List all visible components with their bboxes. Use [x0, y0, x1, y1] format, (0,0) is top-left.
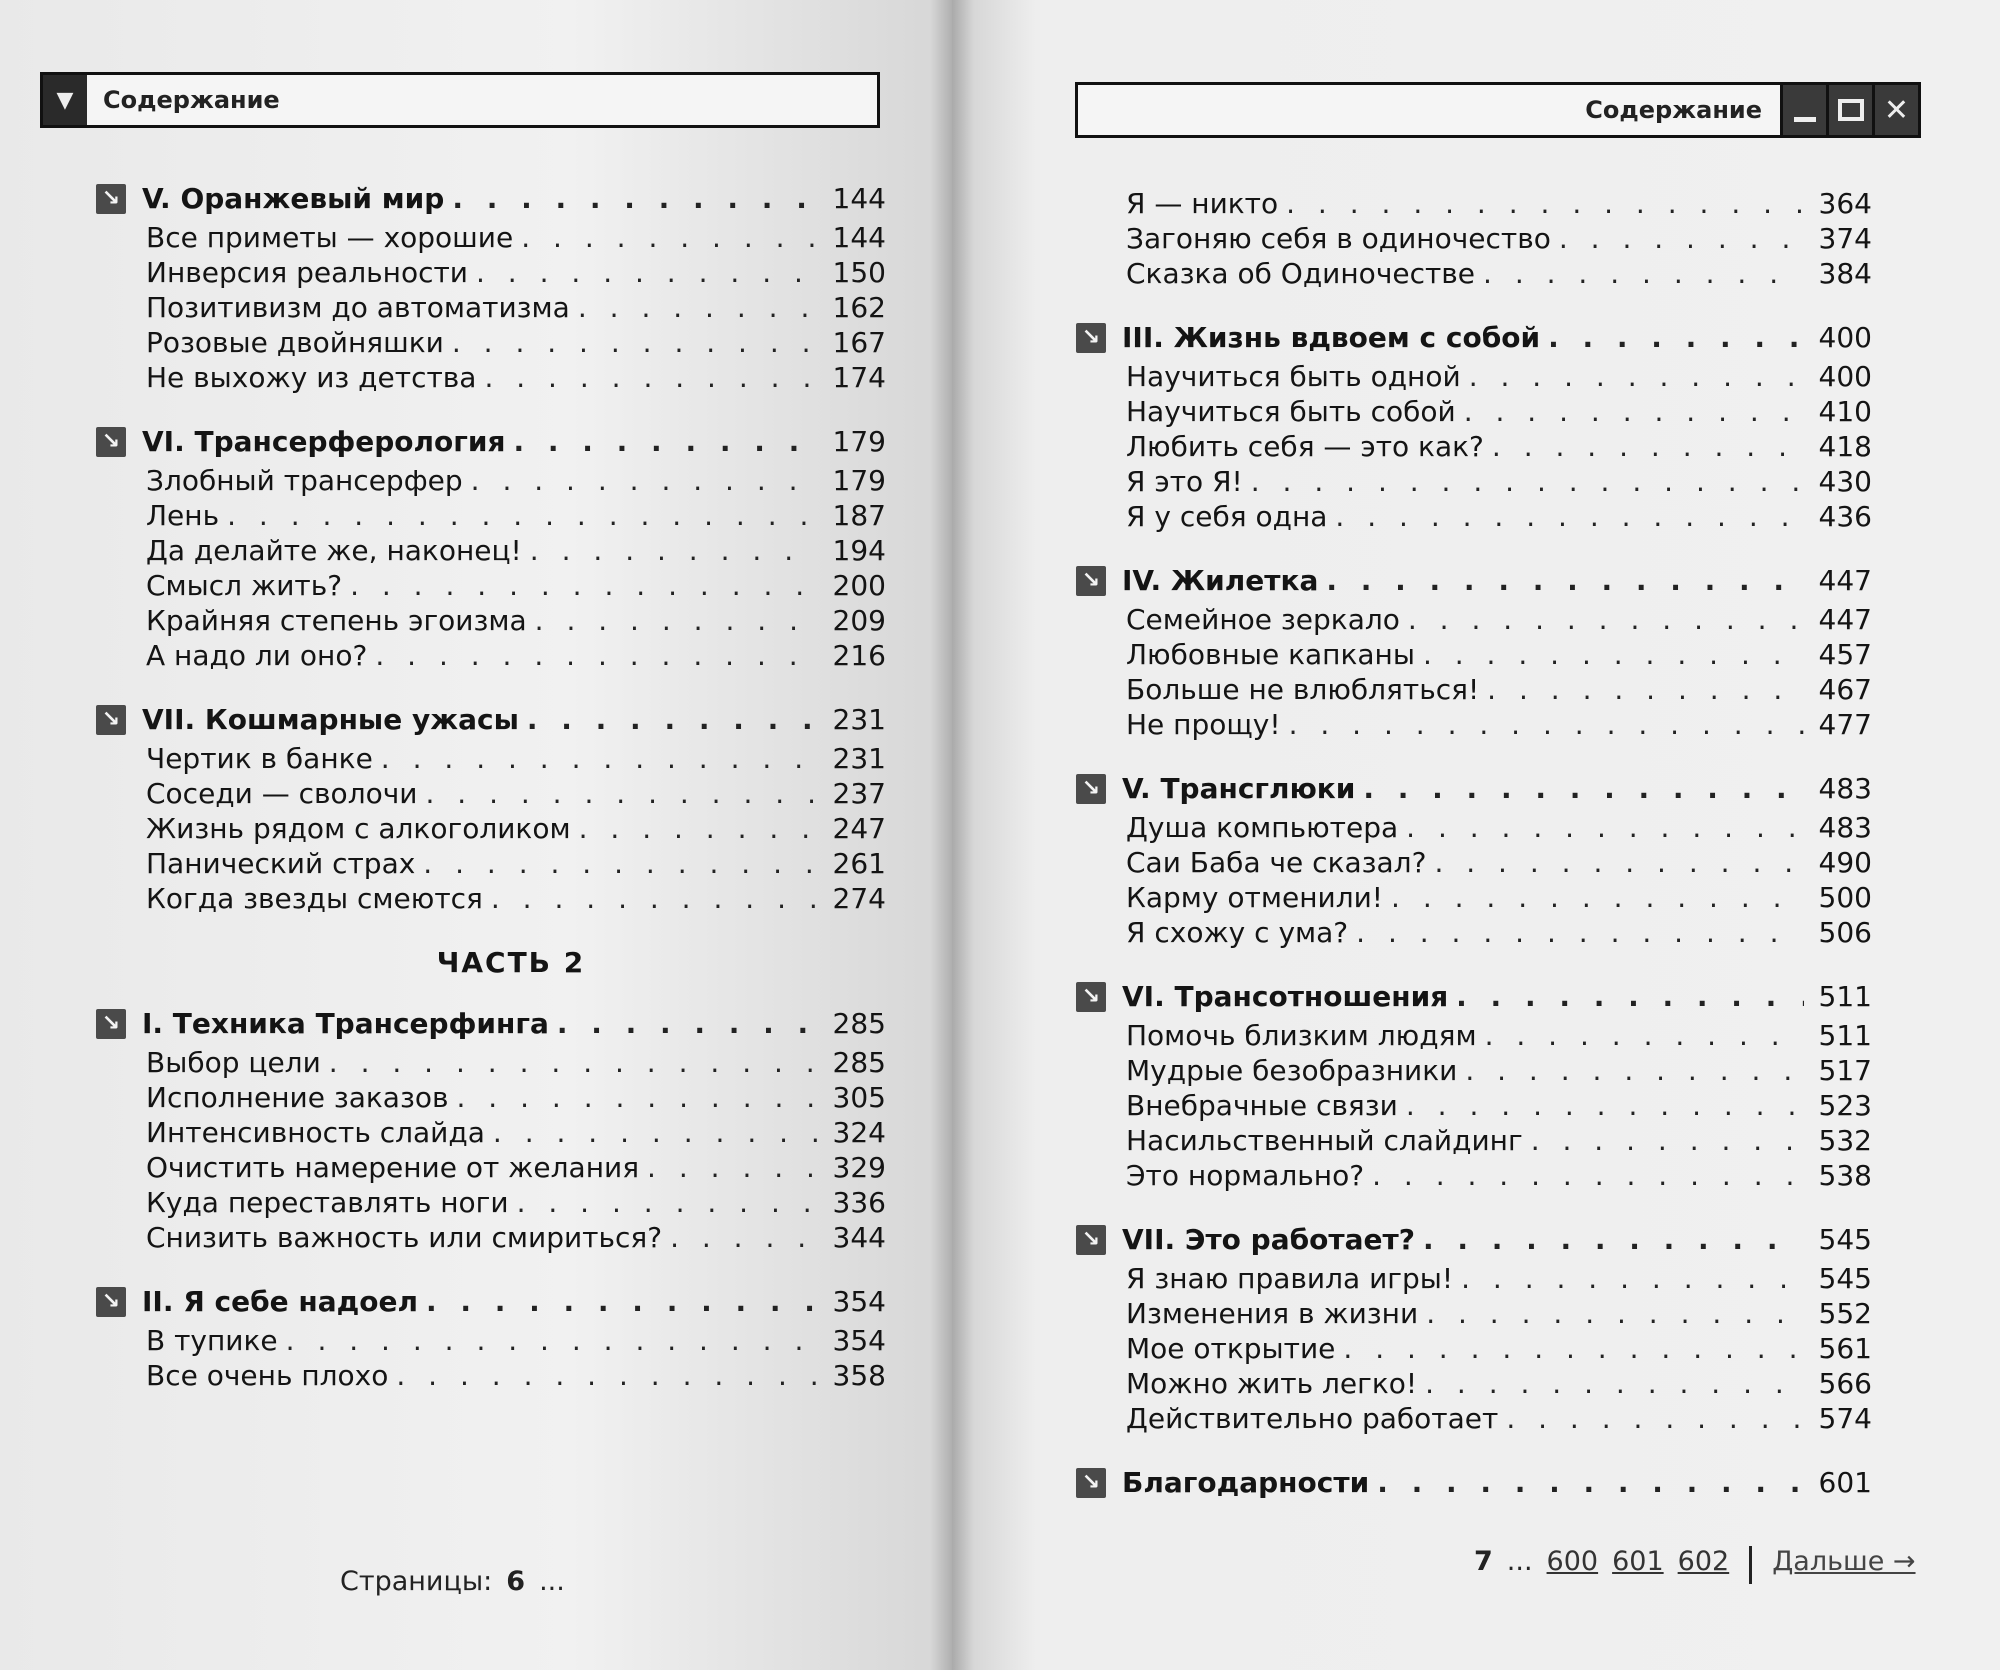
toc-entry-row[interactable]	[96, 1220, 886, 1255]
toc-page-number: 511	[1818, 980, 1872, 1013]
toc-continued-section	[1076, 186, 1872, 291]
toc-page-number: 483	[1818, 772, 1872, 805]
toc-entry-title: Все очень плохо	[146, 1359, 389, 1392]
toc-page-number: 566	[1818, 1367, 1872, 1400]
toc-page-number: 150	[832, 256, 886, 289]
left-window-bar	[40, 72, 880, 128]
leader-dots	[1485, 1018, 1804, 1053]
toc-entry-row[interactable]	[1076, 707, 1872, 742]
toc-entry-row[interactable]	[96, 325, 886, 360]
leader-dots	[578, 290, 818, 325]
toc-page-number: 324	[832, 1116, 886, 1149]
toc-page-number: 447	[1818, 603, 1872, 636]
toc-entry-row[interactable]	[1076, 1331, 1872, 1366]
toc-page-number: 418	[1818, 430, 1872, 463]
toc-page-number: 601	[1818, 1466, 1872, 1499]
toc-entry-title: Не прощу!	[1126, 708, 1281, 741]
leader-dots	[1391, 880, 1804, 915]
toc-entry-row[interactable]	[96, 846, 886, 881]
leader-dots	[670, 1220, 818, 1255]
leader-dots	[1506, 1401, 1804, 1436]
toc-entry-row[interactable]	[1076, 221, 1872, 256]
leader-dots	[1492, 429, 1804, 464]
leader-dots	[476, 255, 818, 290]
toc-entry-title: Научиться быть одной	[1126, 360, 1461, 393]
leader-dots	[535, 603, 818, 638]
toc-entry-row[interactable]	[96, 360, 886, 395]
toc-page-number: 467	[1818, 673, 1872, 706]
toc-entry-row[interactable]	[96, 1115, 886, 1150]
leader-dots	[452, 325, 818, 360]
toc-page-number: 374	[1818, 222, 1872, 255]
toc-entry-row[interactable]	[96, 638, 886, 673]
leader-dots	[1461, 1261, 1804, 1296]
toc-entry-row[interactable]	[1076, 810, 1872, 845]
leader-dots	[452, 178, 818, 220]
toc-entry-row[interactable]	[1076, 1401, 1872, 1436]
toc-left	[96, 178, 886, 1419]
leader-dots	[1363, 768, 1804, 810]
toc-entry-title: Злобный трансерфер	[146, 464, 463, 497]
toc-page-number: 545	[1818, 1223, 1872, 1256]
toc-page-number: 511	[1818, 1019, 1872, 1052]
toc-page-number: 523	[1818, 1089, 1872, 1122]
arrow-down-right-icon: ↘	[1076, 982, 1106, 1012]
toc-chapter-row[interactable]	[96, 178, 886, 220]
leader-dots	[517, 1185, 818, 1220]
toc-entry-row[interactable]	[1076, 429, 1872, 464]
toc-page-number: 364	[1818, 187, 1872, 220]
toc-chapter-row[interactable]	[1076, 317, 1872, 359]
leader-dots	[514, 421, 818, 463]
toc-entry-title: Куда переставлять ноги	[146, 1186, 509, 1219]
toc-page-number: 384	[1818, 257, 1872, 290]
pager-left	[340, 1566, 565, 1597]
toc-entry-title: V. Трансглюки	[1122, 772, 1356, 805]
toc-chapter-section	[1076, 1462, 1872, 1504]
toc-page-number: 358	[832, 1359, 886, 1392]
toc-entry-title: Можно жить легко!	[1126, 1367, 1418, 1400]
leader-dots	[1326, 560, 1804, 602]
arrow-down-right-icon: ↘	[96, 1009, 126, 1039]
arrow-down-right-icon: ↘	[96, 184, 126, 214]
toc-right	[1076, 186, 1872, 1530]
toc-entry-title: Да делайте же, наконец!	[146, 534, 522, 567]
toc-page-number: 430	[1818, 465, 1872, 498]
toc-chapter-row[interactable]	[1076, 1462, 1872, 1504]
toc-entry-title: Интенсивность слайда	[146, 1116, 485, 1149]
toc-entry-title: Соседи — сволочи	[146, 777, 418, 810]
toc-page-number: 162	[832, 291, 886, 324]
leader-dots	[423, 846, 818, 881]
toc-page-number: 231	[832, 742, 886, 775]
leader-dots	[1406, 810, 1804, 845]
toc-entry-row[interactable]	[1076, 1296, 1872, 1331]
toc-entry-title: Инверсия реальности	[146, 256, 468, 289]
toc-entry-row[interactable]	[96, 1358, 886, 1393]
toc-entry-row[interactable]	[1076, 1261, 1872, 1296]
leader-dots	[1356, 915, 1804, 950]
toc-page-number: 344	[832, 1221, 886, 1254]
toc-page-number: 179	[832, 464, 886, 497]
toc-entry-title: Мое открытие	[1126, 1332, 1336, 1365]
toc-entry-title: II. Я себе надоел	[142, 1285, 418, 1318]
toc-page-number: 237	[832, 777, 886, 810]
toc-chapter-row[interactable]	[96, 1281, 886, 1323]
toc-entry-title: Действительно работает	[1126, 1402, 1499, 1435]
toc-entry-row[interactable]	[96, 498, 886, 533]
arrow-down-right-icon: ↘	[1076, 566, 1106, 596]
pager-separator	[1749, 1546, 1752, 1584]
toc-chapter-row[interactable]	[1076, 560, 1872, 602]
leader-dots	[1434, 845, 1804, 880]
leader-dots	[527, 699, 818, 741]
toc-page-number: 483	[1818, 811, 1872, 844]
leader-dots	[350, 568, 818, 603]
toc-entry-row[interactable]	[1076, 1366, 1872, 1401]
toc-page-number: 410	[1818, 395, 1872, 428]
toc-page-number: 247	[832, 812, 886, 845]
leader-dots	[484, 360, 818, 395]
toc-page-number: 231	[832, 703, 886, 736]
toc-entry-row[interactable]	[1076, 359, 1872, 394]
pager-current-page: 6	[506, 1566, 526, 1597]
toc-entry-row[interactable]	[96, 1185, 886, 1220]
toc-entry-title: Душа компьютера	[1126, 811, 1399, 844]
toc-entry-title: Не выхожу из детства	[146, 361, 477, 394]
pager-link-page[interactable]: 602	[1677, 1546, 1730, 1577]
leader-dots	[286, 1323, 818, 1358]
toc-entry-title: VII. Это работает?	[1122, 1223, 1415, 1256]
toc-page-number: 574	[1818, 1402, 1872, 1435]
toc-page-number: 506	[1818, 916, 1872, 949]
leader-dots	[426, 1281, 818, 1323]
leader-dots	[1335, 499, 1804, 534]
leader-dots	[1464, 394, 1804, 429]
leader-dots	[530, 533, 818, 568]
minimize-icon[interactable]	[1780, 85, 1826, 135]
toc-entry-title: Семейное зеркало	[1126, 603, 1400, 636]
toc-entry-row[interactable]	[1076, 394, 1872, 429]
toc-page-number: 447	[1818, 564, 1872, 597]
leader-dots	[1251, 464, 1804, 499]
book-spine-shadow	[930, 0, 974, 1670]
toc-entry-title: Любить себя — это как?	[1126, 430, 1484, 463]
toc-entry-row[interactable]	[96, 568, 886, 603]
leader-dots	[1548, 317, 1804, 359]
leader-dots	[1408, 602, 1804, 637]
toc-chapter-section	[1076, 976, 1872, 1193]
arrow-down-right-icon: ↘	[96, 1287, 126, 1317]
toc-page-number: 194	[832, 534, 886, 567]
leader-dots	[491, 881, 818, 916]
leader-dots	[1289, 707, 1804, 742]
toc-chapter-row[interactable]	[96, 1003, 886, 1045]
leader-dots	[1483, 256, 1804, 291]
toc-page-number: 200	[832, 569, 886, 602]
toc-page-number: 552	[1818, 1297, 1872, 1330]
leader-dots	[1531, 1123, 1804, 1158]
toc-entry-row[interactable]	[96, 881, 886, 916]
toc-entry-row[interactable]	[96, 741, 886, 776]
toc-entry-row[interactable]	[96, 1045, 886, 1080]
toc-entry-title: IV. Жилетка	[1122, 564, 1319, 597]
toc-entry-title: Саи Баба че сказал?	[1126, 846, 1427, 879]
toc-page-number: 216	[832, 639, 886, 672]
arrow-down-right-icon: ↘	[1076, 323, 1106, 353]
toc-entry-title: Я знаю правила игры!	[1126, 1262, 1454, 1295]
toc-chapter-section	[1076, 1219, 1872, 1436]
toc-entry-title: Это нормально?	[1126, 1159, 1365, 1192]
toc-page-number: 400	[1818, 321, 1872, 354]
toc-page-number: 457	[1818, 638, 1872, 671]
leader-dots	[579, 811, 818, 846]
leader-dots	[456, 1080, 818, 1115]
toc-page-number: 561	[1818, 1332, 1872, 1365]
toc-entry-row[interactable]	[96, 1150, 886, 1185]
toc-page-number: 285	[832, 1046, 886, 1079]
toc-entry-title: Любовные капканы	[1126, 638, 1415, 671]
pager-label: Страницы:	[340, 1566, 493, 1597]
leader-dots	[227, 498, 818, 533]
toc-page-number: 354	[832, 1324, 886, 1357]
toc-entry-title: Я это Я!	[1126, 465, 1243, 498]
toc-page-number: 144	[832, 182, 886, 215]
toc-chapter-row[interactable]	[96, 699, 886, 741]
toc-entry-title: Позитивизм до автоматизма	[146, 291, 570, 324]
toc-entry-row[interactable]	[1076, 845, 1872, 880]
toc-entry-title: Помочь близким людям	[1126, 1019, 1477, 1052]
toc-chapter-section	[96, 178, 886, 395]
leader-dots	[557, 1003, 818, 1045]
toc-entry-row[interactable]	[96, 776, 886, 811]
leader-dots	[521, 220, 818, 255]
leader-dots	[329, 1045, 818, 1080]
toc-page-number: 285	[832, 1007, 886, 1040]
arrow-down-right-icon: ↘	[1076, 774, 1106, 804]
toc-entry-row[interactable]	[1076, 915, 1872, 950]
leader-dots	[1487, 672, 1804, 707]
pager-next-link[interactable]: Дальше →	[1772, 1546, 1916, 1577]
leader-dots	[1343, 1331, 1804, 1366]
toc-page-number: 167	[832, 326, 886, 359]
toc-entry-row[interactable]	[1076, 1123, 1872, 1158]
toc-page-number: 174	[832, 361, 886, 394]
leader-dots	[381, 741, 818, 776]
leader-dots	[425, 776, 818, 811]
toc-entry-title: Загоняю себя в одиночество	[1126, 222, 1551, 255]
toc-chapter-row[interactable]	[1076, 1219, 1872, 1261]
toc-entry-title: Смысл жить?	[146, 569, 343, 602]
toc-entry-title: Изменения в жизни	[1126, 1297, 1419, 1330]
toc-entry-row[interactable]	[96, 290, 886, 325]
toc-entry-title: Мудрые безобразники	[1126, 1054, 1458, 1087]
toc-entry-title: Я у себя одна	[1126, 500, 1328, 533]
toc-entry-title: Сказка об Одиночестве	[1126, 257, 1476, 290]
leader-dots	[1286, 186, 1804, 221]
toc-entry-title: Жизнь рядом с алкоголиком	[146, 812, 571, 845]
leader-dots	[471, 463, 818, 498]
toc-entry-row[interactable]	[96, 1323, 886, 1358]
leader-dots	[396, 1358, 818, 1393]
toc-entry-row[interactable]	[1076, 1158, 1872, 1193]
leader-dots	[1406, 1088, 1804, 1123]
leader-dots	[493, 1115, 818, 1150]
toc-chapter-section	[96, 699, 886, 916]
leader-dots	[1372, 1158, 1804, 1193]
part-heading: ЧАСТЬ 2	[436, 946, 586, 979]
leader-dots	[1465, 1053, 1804, 1088]
toc-entry-title: Карму отменили!	[1126, 881, 1384, 914]
close-icon[interactable]: ✕	[1872, 85, 1918, 135]
toc-entry-row[interactable]	[96, 533, 886, 568]
toc-chapter-section	[1076, 768, 1872, 950]
pager-current-page: 7	[1474, 1546, 1493, 1577]
toc-entry-title: В тупике	[146, 1324, 278, 1357]
leader-dots	[647, 1150, 818, 1185]
toc-chapter-row[interactable]	[1076, 768, 1872, 810]
toc-chapter-section	[1076, 560, 1872, 742]
toc-entry-title: VI. Трансотношения	[1122, 980, 1449, 1013]
toc-entry-row[interactable]	[1076, 1018, 1872, 1053]
toc-entry-title: Я — никто	[1126, 187, 1279, 220]
toc-entry-title: I. Техника Трансерфинга	[142, 1007, 549, 1040]
arrow-down-right-icon: ↘	[96, 427, 126, 457]
toc-entry-title: Благодарности	[1122, 1466, 1370, 1499]
toc-entry-row[interactable]	[96, 811, 886, 846]
toc-page-number: 187	[832, 499, 886, 532]
toc-page-number: 179	[832, 425, 886, 458]
toc-page-number: 144	[832, 221, 886, 254]
toc-page-number: 261	[832, 847, 886, 880]
toc-page-number: 305	[832, 1081, 886, 1114]
toc-page-number: 532	[1818, 1124, 1872, 1157]
leader-dots	[375, 638, 818, 673]
toc-chapter-section	[96, 1003, 886, 1255]
toc-entry-row[interactable]	[1076, 672, 1872, 707]
toc-page-number: 209	[832, 604, 886, 637]
toc-entry-title: Розовые двойняшки	[146, 326, 444, 359]
toc-entry-title: Крайняя степень эгоизма	[146, 604, 527, 637]
toc-entry-title: Внебрачные связи	[1126, 1089, 1398, 1122]
toc-entry-row[interactable]	[1076, 637, 1872, 672]
toc-entry-row[interactable]	[1076, 880, 1872, 915]
toc-entry-title: Снизить важность или смириться?	[146, 1221, 663, 1254]
toc-entry-row[interactable]	[96, 255, 886, 290]
pager-right	[1474, 1546, 1916, 1584]
toc-entry-row[interactable]	[1076, 1088, 1872, 1123]
toc-entry-title: Все приметы — хорошие	[146, 221, 514, 254]
toc-page-number: 436	[1818, 500, 1872, 533]
toc-entry-row[interactable]	[1076, 1053, 1872, 1088]
leader-dots	[1425, 1366, 1804, 1401]
toc-entry-title: VII. Кошмарные ужасы	[142, 703, 519, 736]
arrow-down-right-icon: ↘	[1076, 1468, 1106, 1498]
toc-chapter-section	[96, 421, 886, 673]
leader-dots	[1456, 976, 1804, 1018]
toc-page-number: 329	[832, 1151, 886, 1184]
toc-entry-title: V. Оранжевый мир	[142, 182, 445, 215]
toc-page-number: 400	[1818, 360, 1872, 393]
toc-entry-row[interactable]	[96, 220, 886, 255]
pager-link-page[interactable]: 600	[1546, 1546, 1599, 1577]
toc-chapter-row[interactable]	[1076, 976, 1872, 1018]
toc-chapter-section	[1076, 317, 1872, 534]
leader-dots	[1469, 359, 1804, 394]
toc-page-number: 517	[1818, 1054, 1872, 1087]
leader-dots	[1426, 1296, 1804, 1331]
toc-entry-title: Панический страх	[146, 847, 416, 880]
right-window-title: Содержание	[1585, 96, 1762, 124]
toc-entry-title: Очистить намерение от желания	[146, 1151, 640, 1184]
maximize-icon[interactable]	[1826, 85, 1872, 135]
toc-page-number: 490	[1818, 846, 1872, 879]
leader-dots	[1423, 637, 1804, 672]
toc-page-number: 538	[1818, 1159, 1872, 1192]
toc-entry-title: III. Жизнь вдвоем с собой	[1122, 321, 1541, 354]
toc-page-number: 545	[1818, 1262, 1872, 1295]
leader-dots	[1423, 1219, 1804, 1261]
arrow-down-right-icon: ↘	[1076, 1225, 1106, 1255]
toc-chapter-row[interactable]	[96, 421, 886, 463]
toc-entry-title: А надо ли оно?	[146, 639, 368, 672]
toc-entry-row[interactable]	[1076, 256, 1872, 291]
toc-entry-row[interactable]	[1076, 186, 1872, 221]
toc-entry-row[interactable]	[96, 463, 886, 498]
toc-entry-row[interactable]	[96, 603, 886, 638]
pager-link-page[interactable]: 601	[1612, 1546, 1664, 1577]
toc-page-number: 274	[832, 882, 886, 915]
toc-page-number: 336	[832, 1186, 886, 1219]
toc-entry-title: Лень	[146, 499, 220, 532]
pager-ellipsis: ...	[1506, 1546, 1533, 1577]
toc-entry-title: Я схожу с ума?	[1126, 916, 1349, 949]
toc-entry-row[interactable]	[1076, 464, 1872, 499]
toc-entry-title: Чертик в банке	[146, 742, 373, 775]
left-window-title: Содержание	[103, 86, 280, 114]
leader-dots	[1377, 1462, 1804, 1504]
toc-entry-title: Насильственный слайдинг	[1126, 1124, 1523, 1157]
toc-entry-title: Больше не влюбляться!	[1126, 673, 1480, 706]
right-window-bar	[1075, 82, 1921, 138]
toc-entry-row[interactable]	[1076, 499, 1872, 534]
toc-page-number: 354	[832, 1285, 886, 1318]
toc-entry-row[interactable]	[1076, 602, 1872, 637]
toc-page-number: 500	[1818, 881, 1872, 914]
toc-entry-title: Научиться быть собой	[1126, 395, 1456, 428]
arrow-down-right-icon: ↘	[96, 705, 126, 735]
leader-dots	[1559, 221, 1804, 256]
pager-ellipsis: ...	[539, 1566, 565, 1597]
toc-entry-title: Исполнение заказов	[146, 1081, 449, 1114]
triangle-down-icon[interactable]: ▼	[43, 75, 87, 125]
toc-chapter-section	[96, 1281, 886, 1393]
toc-page-number: 477	[1818, 708, 1872, 741]
toc-entry-title: Выбор цели	[146, 1046, 321, 1079]
toc-entry-title: Когда звезды смеются	[146, 882, 483, 915]
toc-entry-row[interactable]	[96, 1080, 886, 1115]
toc-entry-title: VI. Трансерферология	[142, 425, 506, 458]
